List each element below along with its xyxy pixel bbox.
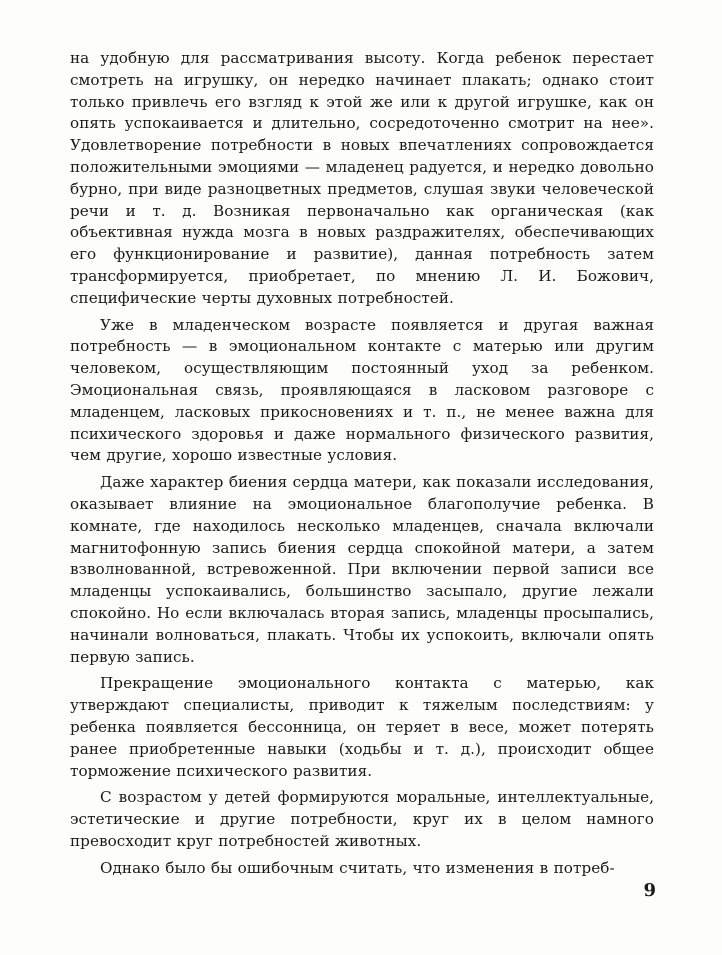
paragraph-5: С возрастом у детей формируются моральные, интеллектуальные, эстетические и другие потребности, круг их в целом намного превосходит круг потребностей животных. xyxy=(70,788,654,850)
paragraph-2: Уже в младенческом возрасте появляется и другая важная потребность — в эмоциональном контакте с матерью или другим человеком, осуществляющим постоянный уход за ребенком. Эмоциональная связь, проявляющаяся в ласковом разговоре с младенцем, ласковых прикосновениях и т. п., не менее важна для психического здоровья и даже нормального физического развития, чем другие, хорошо известные условия. xyxy=(70,315,654,465)
page-number: 9 xyxy=(643,880,656,901)
paragraph-1: на удобную для рассматривания высоту. Когда ребенок перестает смотреть на игрушку, он нередко начинает плакать; однако стоит только привлечь его взгляд к этой же или к другой игрушке, как он опять успокаивается и длительно, сосредоточенно смотрит на нее». Удовлетворение потребности в новых впечатлениях сопровождается положительными эмоциями — младенец радуется, и нередко довольно бурно, при виде разноцветных предметов, слушая звуки человеческой речи и т. д. Возникая первоначально как органическая (как объективная нужда мозга в новых раздражителях, обеспечивающих его функционирование и развитие), данная потребность затем трансформируется, приобретает, по мнению Л. И. Божович, специфические черты духовных потребностей. xyxy=(70,49,654,307)
body-text xyxy=(70,48,654,879)
paragraph-3: Даже характер биения сердца матери, как показали исследования, оказывает влияние на эмоциональное благополучие ребенка. В комнате, где находилось несколько младенцев, сначала включали магнитофонную запись биения сердца спокойной матери, а затем взволнованной, встревоженной. При включении первой записи все младенцы успокаивались, большинство засыпало, другие лежали спокойно. Но если включалась вторая запись, младенцы просыпались, начинали волноваться, плакать. Чтобы их успокоить, включали опять первую запись. xyxy=(70,473,654,666)
paragraph-6: Однако было бы ошибочным считать, что изменения в потреб- xyxy=(100,858,615,877)
paragraph-4: Прекращение эмоционального контакта с матерью, как утверждают специалисты, приводит к тяжелым последствиям: у ребенка появляется бессонница, он теряет в весе, может потерять ранее приобретенные навыки (ходьбы и т. д.), происходит общее торможение психического развития. xyxy=(70,674,654,780)
